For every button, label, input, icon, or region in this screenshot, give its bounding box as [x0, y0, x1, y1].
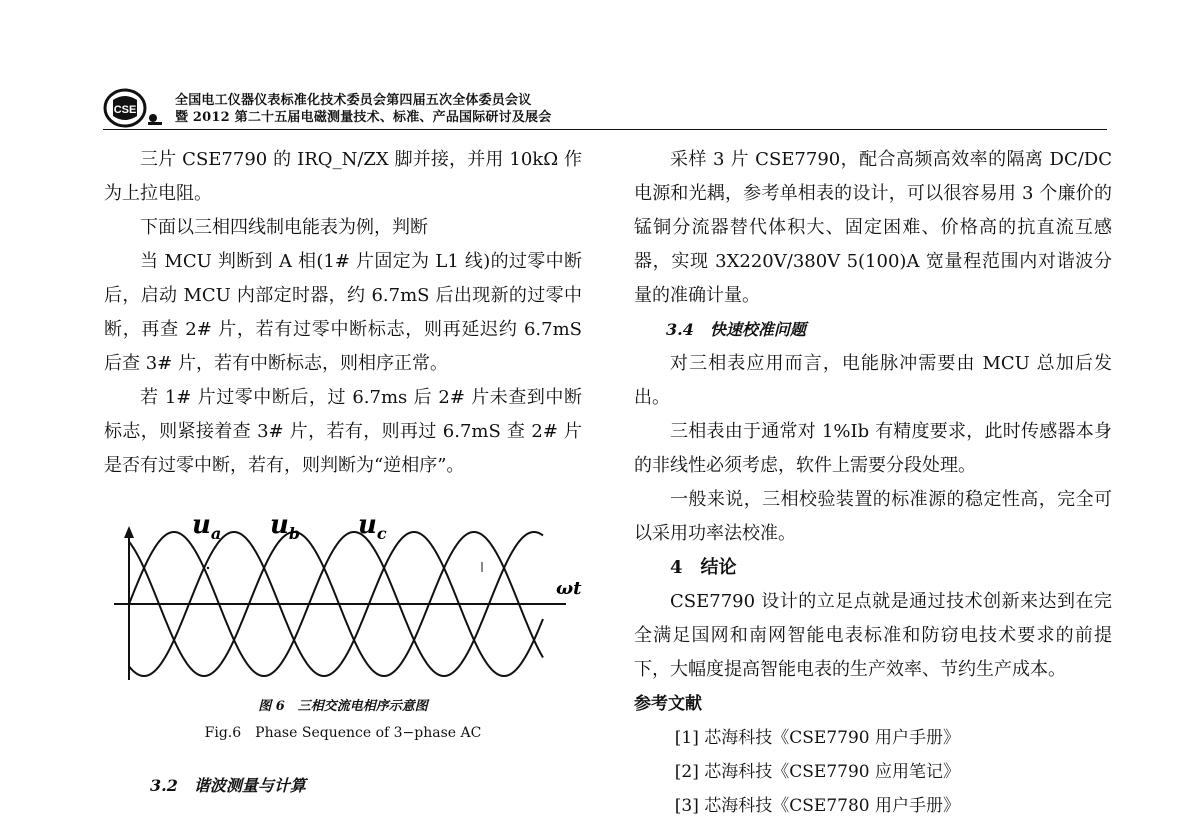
reference-item: [2] 芯海科技《CSE7790 应用笔记》 [674, 762, 961, 782]
label-ua: $u_a$ [192, 510, 222, 543]
section-3-2-heading: 3.2 谐波测量与计算 [150, 776, 306, 795]
right-paragraph-4: 一般来说，三相校验装置的标准源的稳定性高，完全可以采用功率法校准。 [634, 489, 1112, 544]
left-column [104, 143, 582, 483]
figure-caption-en: Fig.6 Phase Sequence of 3−phase AC [204, 725, 482, 741]
section-3-4-heading: 3.4 快速校准问题 [666, 320, 806, 339]
figure-caption-cn: 图 6 三相交流电相序示意图 [258, 699, 428, 714]
header-rule [103, 129, 1107, 130]
axis-label-omega-t: ωt [556, 578, 582, 599]
y-axis-arrow-icon [124, 526, 134, 538]
right-paragraph-1: 采样 3 片 CSE7790，配合高频高效率的隔离 DC/DC 电源和光耦，参考单相表的设计，可以很容易用 3 个廉价的锰铜分流器替代体积大、固定困难、价格高的抗直流互感器，实现 3X220V/380V 5(100)A 宽量程范围内对谐波分量的准确计量。 [634, 149, 1112, 306]
reference-item: [3] 芯海科技《CSE7780 用户手册》 [674, 796, 961, 816]
reference-item: [1] 芯海科技《CSE7790 用户手册》 [674, 728, 961, 748]
left-paragraph-4: 若 1# 片过零中断后，过 6.7ms 后 2# 片未查到中断标志，则紧接着查 3# 片，若有，则再过 6.7mS 查 2# 片是否有过零中断，若有，则判断为“逆相序”。 [104, 387, 583, 476]
section-4-heading: 4 结论 [670, 557, 737, 578]
header-line-2: 暨 2012 第二十五届电磁测量技术、标准、产品国际研讨及展会 [175, 110, 552, 125]
label-uc: $u_c$ [358, 510, 387, 543]
header-line-1: 全国电工仪器仪表标准化技术委员会第四届五次全体委员会议 [175, 93, 532, 108]
page-header [103, 88, 1107, 132]
references-title: 参考文献 [634, 694, 702, 714]
left-paragraph-2: 下面以三相四线制电能表为例，判断 [140, 217, 428, 238]
label-ub: $u_b$ [270, 510, 301, 543]
left-paragraph-1: 三片 CSE7790 的 IRQ_N/ZX 脚并接，并用 10kΩ 作为上拉电阻。 [104, 149, 582, 204]
right-paragraph-3: 三相表由于通常对 1%Ib 有精度要求，此时传感器本身的非线性必须考虑，软件上需要分段处理。 [634, 421, 1112, 476]
logo-text: CSE [113, 104, 137, 116]
right-paragraph-5: CSE7790 设计的立足点就是通过技术创新来达到在完全满足国网和南网智能电表标准和防窃电技术要求的前提下，大幅度提高智能电表的生产效率、节约生产成本。 [634, 591, 1112, 680]
right-column [634, 143, 1112, 823]
left-paragraph-3: 当 MCU 判断到 A 相(1# 片固定为 L1 线)的过零中断后，启动 MCU 内部定时器，约 6.7mS 后出现新的过零中断，再查 2# 片，若有过零中断标志，则再延迟约 6.7mS 后查 3# 片，若有中断标志，则相序正常。 [104, 251, 582, 374]
right-paragraph-2: 对三相表应用而言，电能脉冲需要由 MCU 总加后发出。 [634, 353, 1112, 408]
figure-6 [104, 500, 582, 750]
three-phase-waveform [104, 500, 582, 690]
header-title [175, 92, 551, 126]
conference-logo-icon [103, 88, 165, 128]
